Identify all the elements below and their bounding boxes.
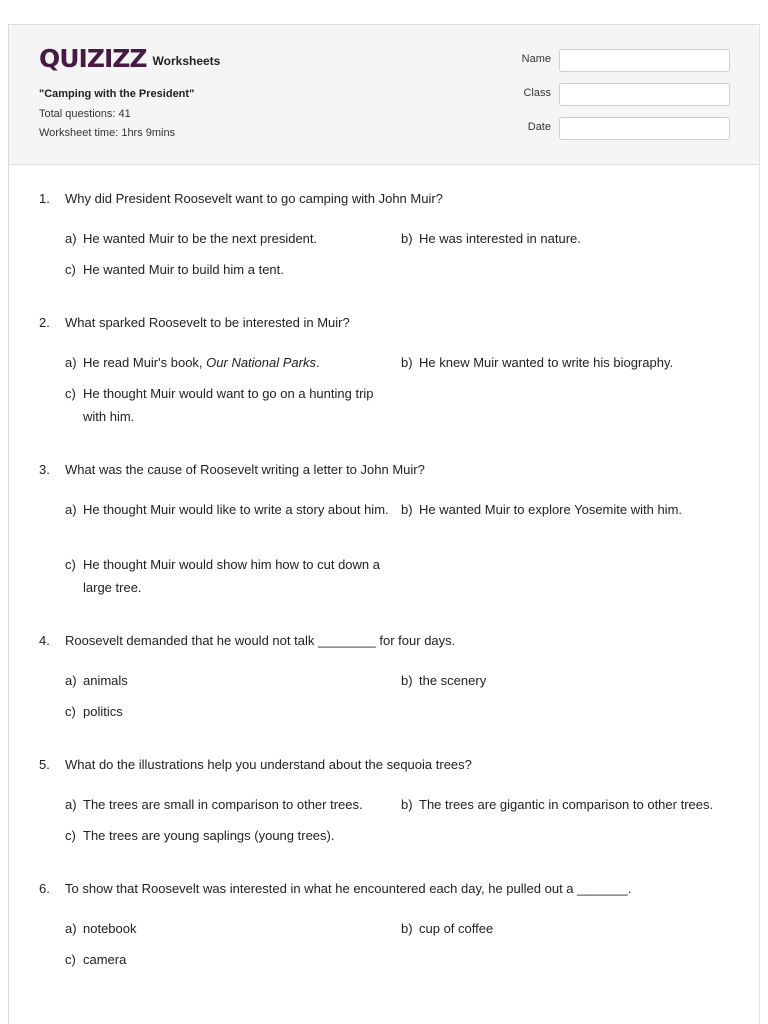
option-text	[65, 351, 395, 374]
option-text-after: .	[315, 355, 320, 370]
option-3c[interactable]	[65, 553, 395, 599]
option-6c[interactable]	[65, 948, 395, 971]
option-letter: b)	[401, 921, 413, 936]
question-number: 5.	[39, 757, 50, 772]
option-letter: c)	[65, 262, 76, 277]
option-6a[interactable]	[65, 917, 395, 940]
option-letter: a)	[65, 921, 77, 936]
option-4c[interactable]	[65, 700, 395, 723]
option-text: He thought Muir would like to write a story about him.	[83, 502, 389, 517]
option-text: He was interested in nature.	[419, 231, 581, 246]
option-5b[interactable]	[401, 793, 741, 816]
option-1b[interactable]	[401, 227, 741, 250]
question-text: Roosevelt demanded that he would not talk ________ for four days.	[65, 633, 456, 648]
quizizz-logo: QUIZIZZ	[39, 44, 147, 73]
question-number: 1.	[39, 191, 50, 206]
option-letter: c)	[65, 828, 76, 843]
worksheet-page	[8, 24, 760, 1024]
option-3a[interactable]	[65, 498, 395, 521]
option-letter: a)	[65, 797, 77, 812]
option-6b[interactable]	[401, 917, 741, 940]
product-label: Worksheets	[152, 54, 221, 68]
option-text: He thought Muir would want to go on a hunting trip with him.	[83, 386, 374, 424]
option-text: He wanted Muir to be the next president.	[83, 231, 318, 246]
question-text: What sparked Roosevelt to be interested in Muir?	[65, 315, 350, 330]
name-label: Name	[521, 53, 551, 65]
question-number: 2.	[39, 315, 50, 330]
name-field[interactable]	[559, 49, 730, 72]
option-text: cup of coffee	[419, 921, 494, 936]
option-3b[interactable]	[401, 498, 741, 521]
option-text: politics	[83, 704, 123, 719]
option-text: the scenery	[419, 673, 487, 688]
option-text: He thought Muir would show him how to cut down a large tree.	[83, 557, 380, 595]
option-5c[interactable]	[65, 824, 395, 847]
date-field[interactable]	[559, 117, 730, 140]
option-letter: a)	[65, 355, 77, 370]
worksheet-header	[9, 25, 759, 165]
worksheet-time: Worksheet time: 1hrs 9mins	[39, 127, 176, 139]
option-text: He wanted Muir to explore Yosemite with him.	[419, 502, 683, 517]
option-text-before: He read Muir's book,	[83, 355, 207, 370]
option-text: The trees are gigantic in comparison to other trees.	[419, 797, 714, 812]
question-text: Why did President Roosevelt want to go camping with John Muir?	[65, 191, 443, 206]
question-text: What do the illustrations help you understand about the sequoia trees?	[65, 757, 472, 772]
option-text: He knew Muir wanted to write his biography.	[419, 355, 674, 370]
option-letter: c)	[65, 386, 76, 401]
option-letter: a)	[65, 231, 77, 246]
brand	[39, 45, 220, 73]
option-letter: b)	[401, 797, 413, 812]
option-text: camera	[83, 952, 127, 967]
option-letter: a)	[65, 673, 77, 688]
option-letter: b)	[401, 502, 413, 517]
option-text: animals	[83, 673, 128, 688]
date-label: Date	[527, 121, 551, 133]
option-letter: a)	[65, 502, 77, 517]
option-letter: c)	[65, 704, 76, 719]
option-text: The trees are young saplings (young trees).	[83, 828, 335, 843]
option-letter: c)	[65, 952, 76, 967]
question-number: 6.	[39, 881, 50, 896]
option-letter: b)	[401, 231, 413, 246]
option-letter: b)	[401, 355, 413, 370]
option-4b[interactable]	[401, 669, 741, 692]
option-letter: c)	[65, 557, 76, 572]
option-2b[interactable]	[401, 351, 741, 374]
question-text: What was the cause of Roosevelt writing a letter to John Muir?	[65, 462, 425, 477]
book-title: Our National Parks	[206, 355, 316, 370]
option-letter: b)	[401, 673, 413, 688]
total-questions: Total questions: 41	[39, 108, 131, 120]
class-field[interactable]	[559, 83, 730, 106]
question-number: 3.	[39, 462, 50, 477]
option-2a[interactable]	[65, 351, 395, 374]
option-text: notebook	[83, 921, 137, 936]
question-text: To show that Roosevelt was interested in what he encountered each day, he pulled out a _______.	[65, 881, 632, 896]
option-1c[interactable]	[65, 258, 395, 281]
option-2c[interactable]	[65, 382, 395, 428]
class-label: Class	[523, 87, 551, 99]
question-number: 4.	[39, 633, 50, 648]
option-4a[interactable]	[65, 669, 395, 692]
option-text: He wanted Muir to build him a tent.	[83, 262, 284, 277]
option-5a[interactable]	[65, 793, 395, 816]
option-text: The trees are small in comparison to other trees.	[83, 797, 363, 812]
option-1a[interactable]	[65, 227, 395, 250]
worksheet-title: "Camping with the President"	[39, 88, 195, 100]
